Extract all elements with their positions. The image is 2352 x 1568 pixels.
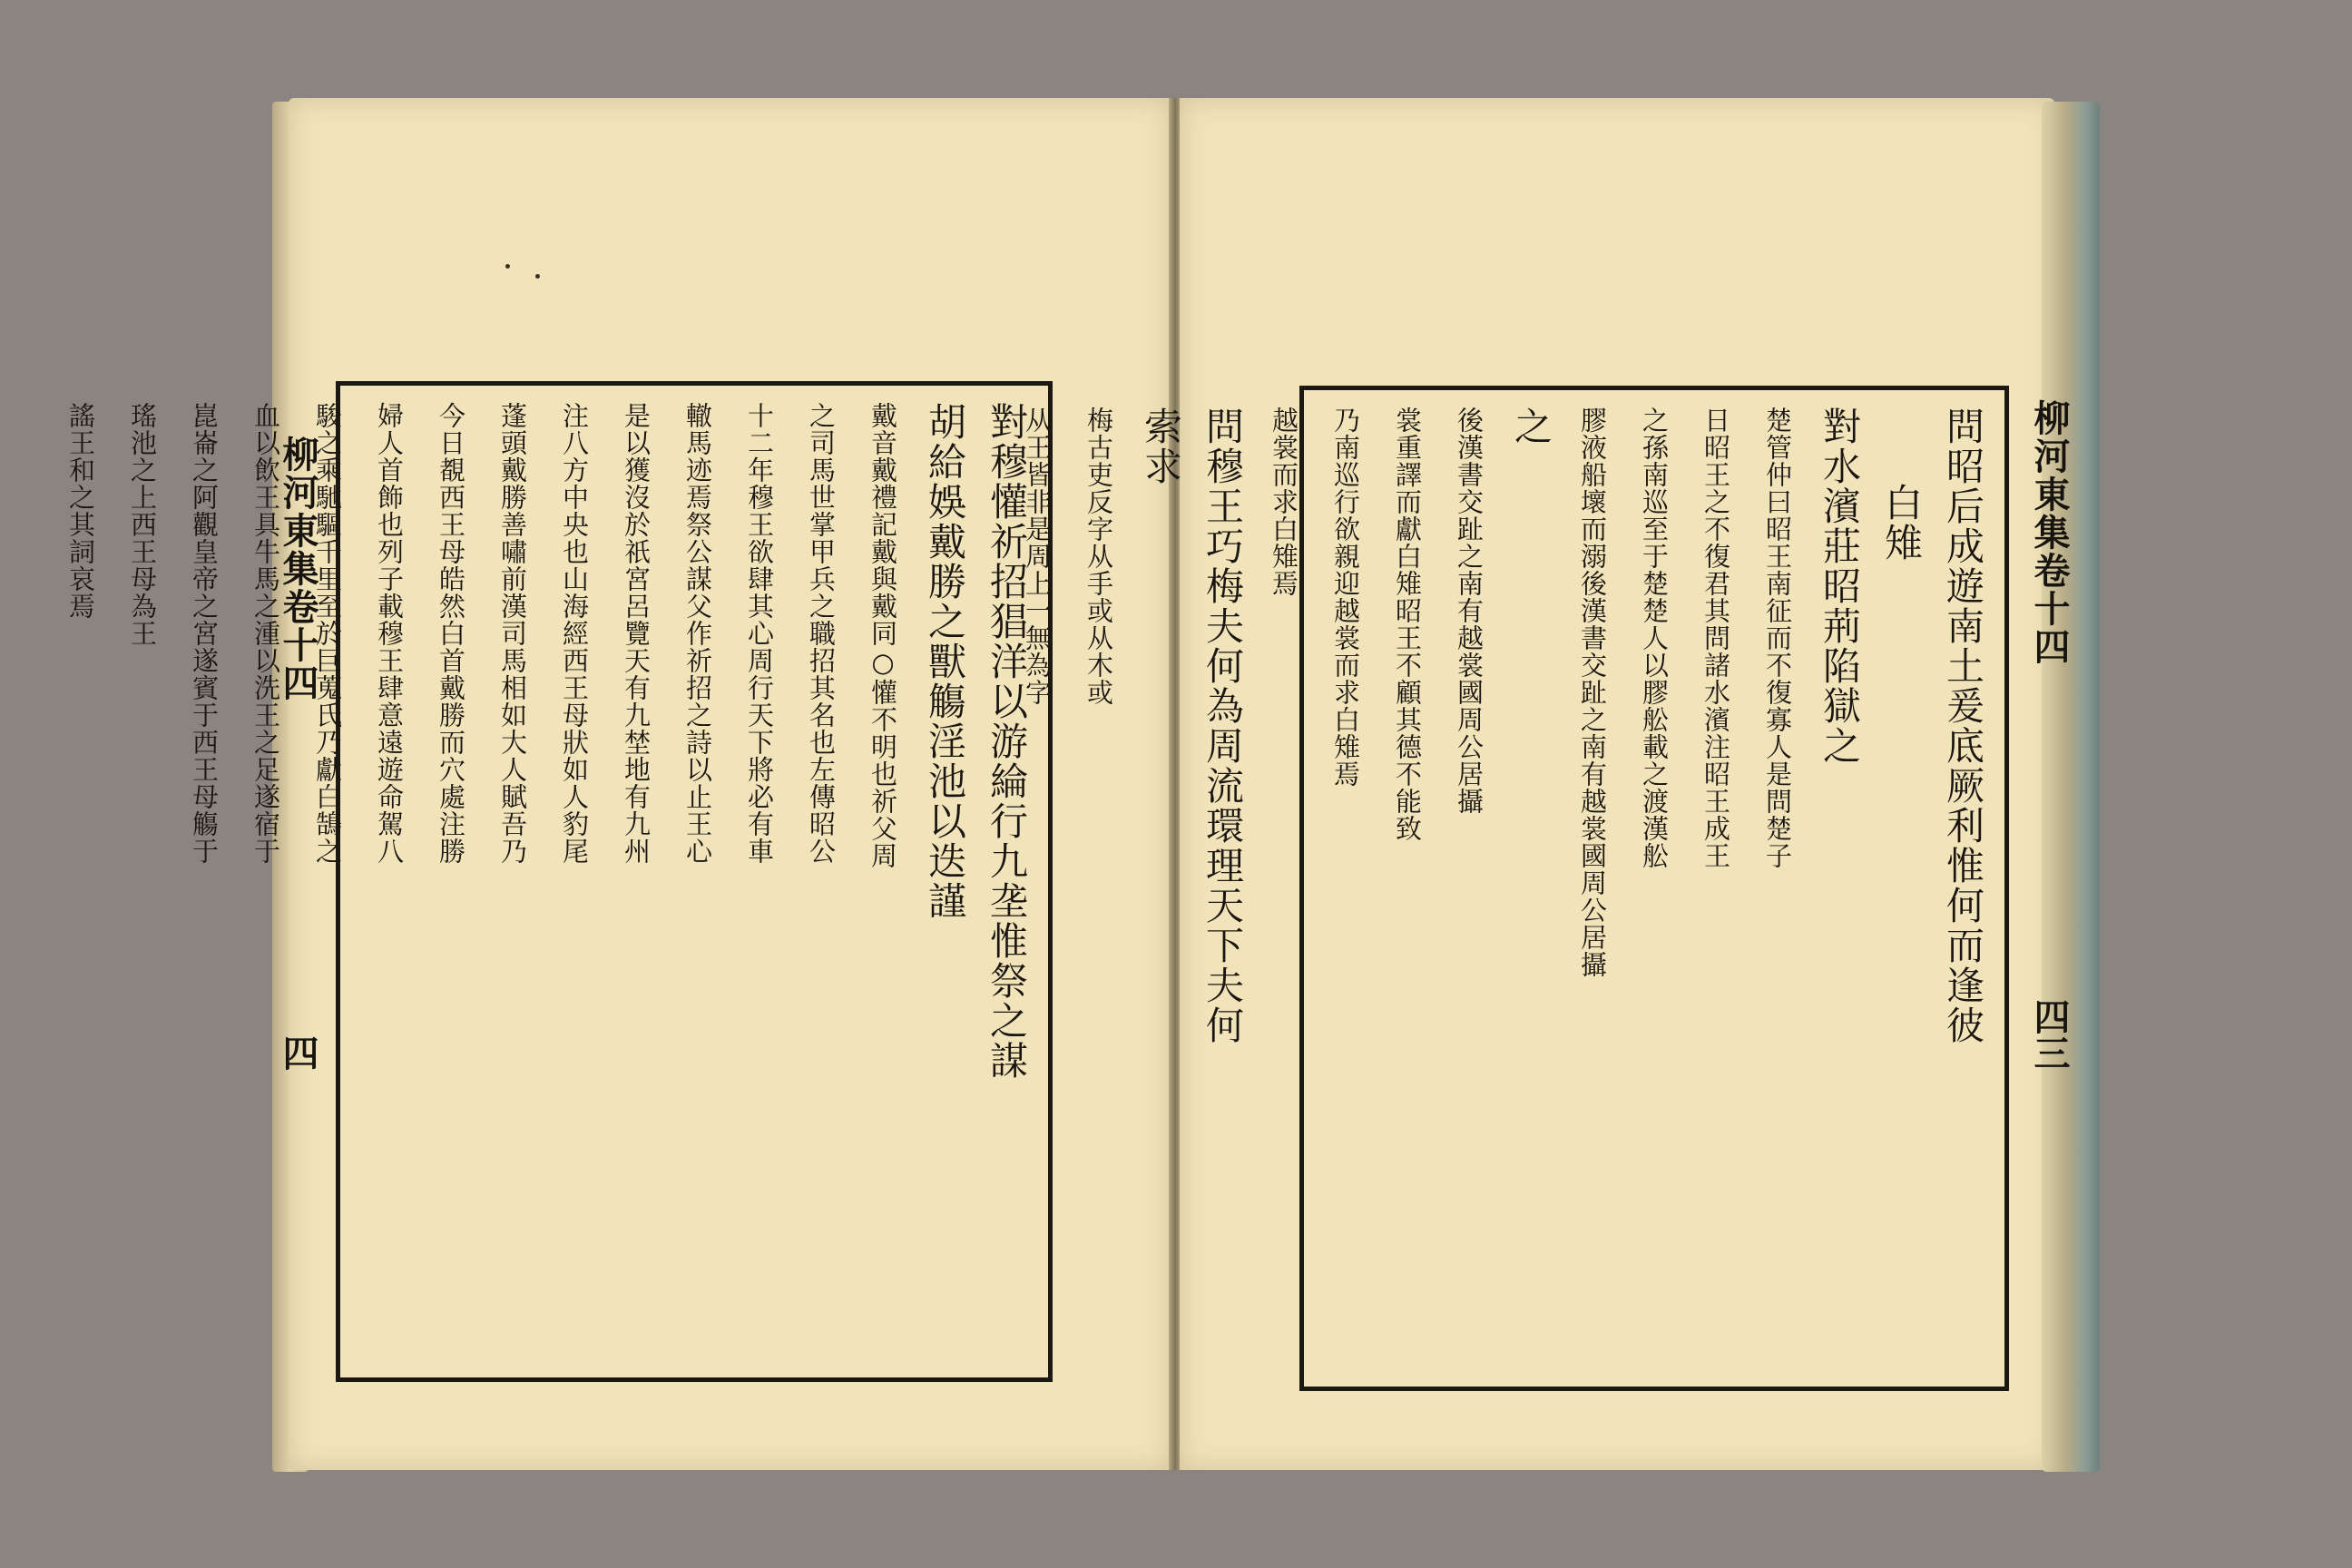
text-column: 蓬頭戴勝善嘯前漢司馬相如大人賦吾乃 <box>497 402 528 865</box>
text-column: 日昭王之不復君其問諸水濱注昭王成王 <box>1700 407 1731 869</box>
text-column: 婦人首飾也列子載穆王肆意遠遊命駕八 <box>374 402 405 865</box>
text-column: 駿之乘馳驅千里至於巨蒐氏乃獻白鵠之 <box>312 402 343 865</box>
text-column: 之司馬世掌甲兵之職招其名也左傳昭公 <box>806 402 837 865</box>
text-column: 之 <box>1509 407 1553 446</box>
text-column: 白雉 <box>1879 483 1924 563</box>
text-column: 崑崙之阿觀皇帝之宮遂賓于西王母觴于 <box>189 402 220 865</box>
right-text-frame <box>1022 386 2009 1391</box>
text-column: 瑤池之上西王母為王 <box>127 402 158 647</box>
text-column: 膠液船壞而溺後漢書交趾之南有越裳國周公居攝 <box>1577 407 1608 978</box>
text-column: 對穆懽祈招猖洋以游綸行九垄惟祭之謀 <box>985 402 1029 1081</box>
text-column: 問昭后成遊南土爰底厥利惟何而逢彼 <box>1941 407 1985 1045</box>
text-column: 注八方中央也山海經西王母狀如人豹尾 <box>559 402 590 865</box>
ink-speck <box>505 264 510 269</box>
text-column: 索求 <box>1139 407 1183 486</box>
text-column: 是以獲沒於祇宮呂覽天有九埜地有九州 <box>621 402 652 865</box>
text-column: 血以飲王具牛馬之湩以洗王之足遂宿于 <box>250 402 281 865</box>
text-column: 轍馬迹焉祭公謀父作祈招之詩以止王心 <box>682 402 713 865</box>
text-column: 裳重譯而獻白雉昭王不顧其德不能致 <box>1392 407 1423 842</box>
text-column: 乃南巡行欲親迎越裳而求白雉焉 <box>1330 407 1361 788</box>
text-column: 戴音戴禮記戴與戴同○懽不明也祈父周 <box>867 402 898 869</box>
right-fold-title: 柳河東集卷十四 <box>2028 399 2071 666</box>
ink-speck <box>535 274 540 279</box>
text-column: 胡給娛戴勝之獸觴淫池以迭謹 <box>923 402 967 921</box>
text-column: 从王皆非是周上一無為字 <box>1022 407 1053 706</box>
text-column: 十二年穆王欲肆其心周行天下將必有車 <box>744 402 775 865</box>
right-folio-number: 四三 <box>2028 998 2071 1071</box>
text-column: 謠王和之其詞哀焉 <box>65 402 96 620</box>
text-column: 問穆王巧梅夫何為周流環理天下夫何 <box>1200 407 1245 1045</box>
text-column: 之孫南巡至于楚楚人以膠舩載之渡漢舩 <box>1639 407 1670 869</box>
text-column: 越裳而求白雉焉 <box>1269 407 1299 597</box>
left-fold-title: 柳河東集卷十四 <box>277 436 319 702</box>
text-column: 楚管仲曰昭王南征而不復寡人是問楚子 <box>1762 407 1793 869</box>
text-column: 後漢書交趾之南有越裳國周公居攝 <box>1454 407 1485 815</box>
text-column: 對水濱莊昭荊陷獄之 <box>1818 407 1862 766</box>
left-folio-number: 四 <box>277 1034 319 1071</box>
text-column: 今日覩西王母皓然白首戴勝而穴處注勝 <box>436 402 466 865</box>
right-book-edge <box>2042 102 2100 1472</box>
right-text-columns <box>1022 407 1994 1370</box>
text-column: 梅古吏反字从手或从木或 <box>1083 407 1114 706</box>
